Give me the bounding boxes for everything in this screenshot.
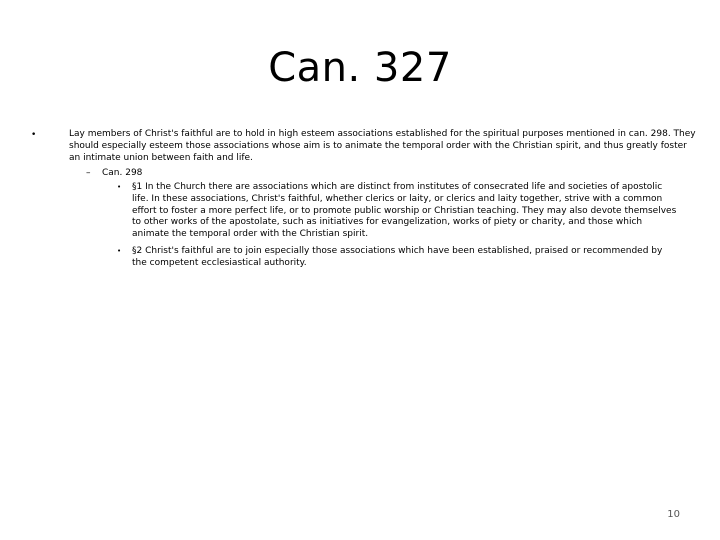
bullet-icon: • <box>117 183 122 191</box>
page-number: 10 <box>667 509 680 520</box>
bullet-icon: • <box>31 130 37 140</box>
canon-298-paragraph-2: §2 Christ's faithful are to join especially those associations which have been established, praised or recommended by the competent ecclesiastical authority. <box>132 246 663 268</box>
canon-298-paragraph-1: §1 In the Church there are associations which are distinct from institutes of consecrated life and societies of apostolic life. In these associations, Christ's faithful, whether clerics or laity, or clerics and laity together, strive with a common effort to foster a more perfect life, or to promote public worship or Christian teaching. They may also devote themselves to other works of the apostolate, such as initiatives for evangelization, works of piety or charity, and those which animate the temporal order with the Christian spirit. <box>132 182 677 240</box>
canon-327-paragraph: Lay members of Christ's faithful are to hold in high esteem associations established for the spiritual purposes mentioned in can. 298. They should especially esteem those associations whose aim is to animate the temporal order with the Christian spirit, and thus greatly foster an intimate union between faith and life. <box>69 129 696 163</box>
bullet-icon: • <box>117 247 122 255</box>
slide-title: Can. 327 <box>268 45 452 91</box>
canon-298-heading: Can. 298 <box>102 168 143 178</box>
dash-icon: – <box>86 168 91 178</box>
